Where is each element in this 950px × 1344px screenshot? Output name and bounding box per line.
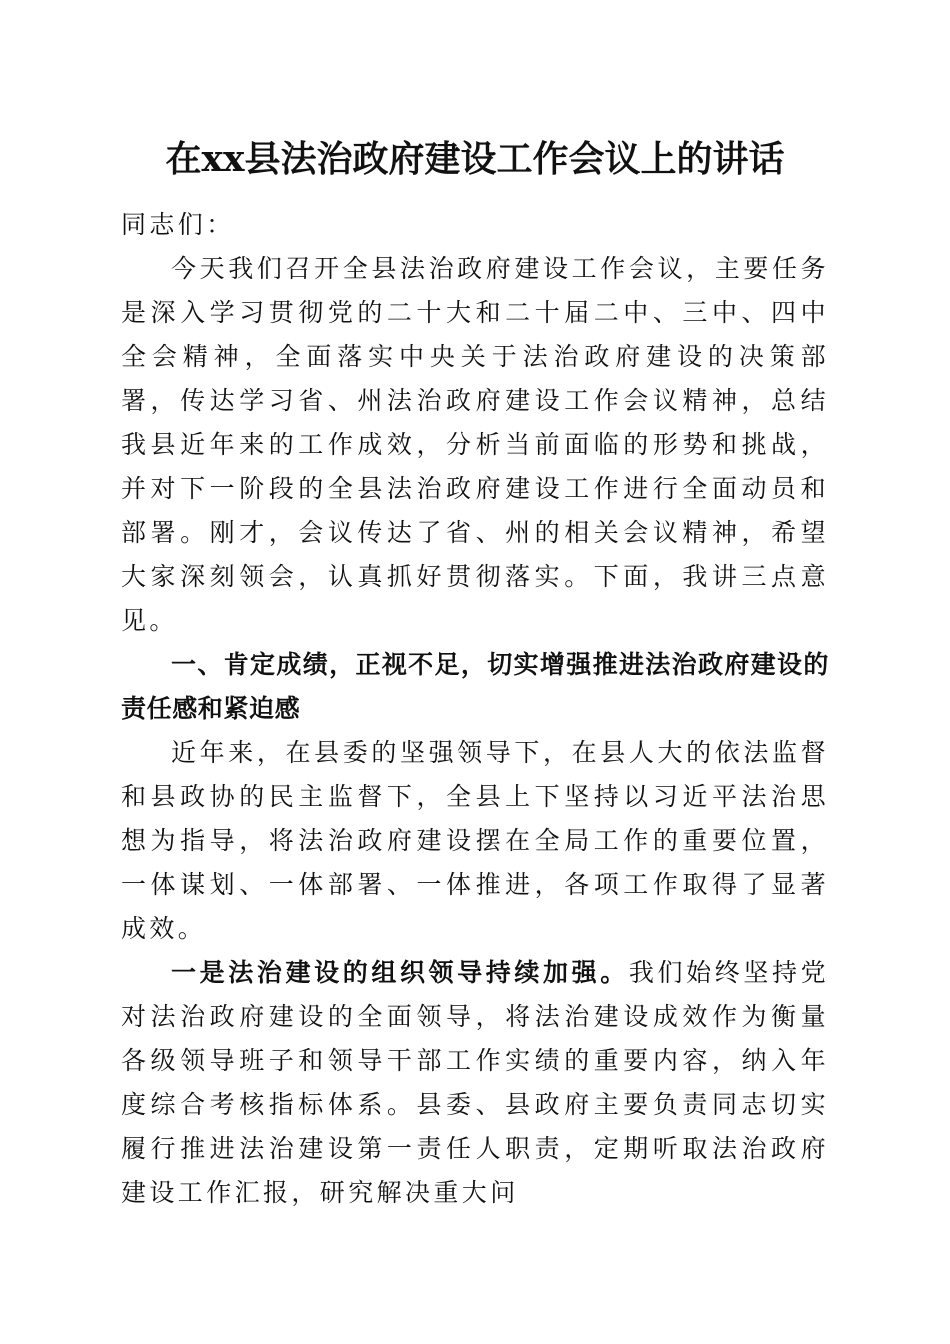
document-title: 在xx县法治政府建设工作会议上的讲话 <box>165 138 785 180</box>
point-text: 我们始终坚持党对法治政府建设的全面领导，将法治建设成效作为衡量各级领导班子和领导干部工作实绩的重要内容，纳入年度综合考核指标体系。县委、县政府主要负责同志切实履行推进法治建设第一责任人职责，定期听取法治政府建设工作汇报，研究解决重大问 <box>121 958 829 1207</box>
document-body <box>121 203 829 1215</box>
section-heading: 一、肯定成绩，正视不足，切实增强推进法治政府建设的责任感和紧迫感 <box>121 650 829 723</box>
point-lead: 一是法治建设的组织领导持续加强。 <box>171 958 629 987</box>
salutation: 同志们： <box>121 210 235 239</box>
point-paragraph <box>121 951 829 1215</box>
section-paragraph: 近年来，在县委的坚强领导下，在县人大的依法监督和县政协的民主监督下，全县上下坚持以习近平法治思想为指导，将法治政府建设摆在全局工作的重要位置，一体谋划、一体部署、一体推进，各项工作取得了显著成效。 <box>121 738 829 943</box>
intro-paragraph: 今天我们召开全县法治政府建设工作会议，主要任务是深入学习贯彻党的二十大和二十届二中、三中、四中全会精神，全面落实中央关于法治政府建设的决策部署，传达学习省、州法治政府建设工作会议精神，总结我县近年来的工作成效，分析当前面临的形势和挑战，并对下一阶段的全县法治政府建设工作进行全面动员和部署。刚才，会议传达了省、州的相关会议精神，希望大家深刻领会，认真抓好贯彻落实。下面，我讲三点意见。 <box>121 254 829 635</box>
